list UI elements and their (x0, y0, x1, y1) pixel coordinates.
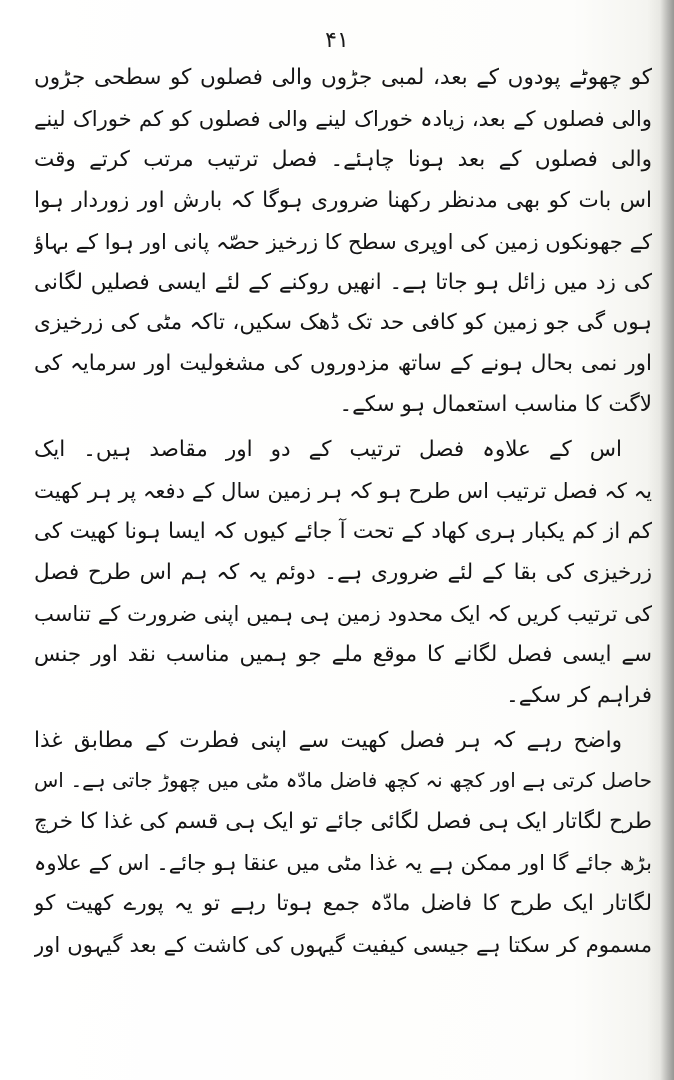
text-line: واضح رہے کہ ہر فصل کھیت سے اپنی فطرت کے مطابق غذا (34, 727, 622, 753)
text-line: کم از کم یکبار ہری کھاد کے تحت آ جائے کیوں کہ ایسا ہونا کھیت کی (34, 518, 652, 544)
text-line: اس بات کو بھی مدنظر رکھنا ضروری ہوگا کہ بارش اور زوردار ہوا (34, 187, 652, 213)
text-line: اس کے علاوہ فصل ترتیب کے دو اور مقاصد ہیں۔ ایک (34, 437, 622, 463)
text-line: کی ترتیب کریں کہ ایک محدود زمین ہی ہمیں اپنی ضرورت کے تناسب (34, 600, 652, 626)
text-line: والی فصلوں کے بعد ہونا چاہئے۔ فصل ترتیب مرتب کرتے وقت (34, 146, 652, 172)
body-text (34, 58, 652, 966)
paragraph (34, 58, 652, 426)
text-line: والی فصلوں کے بعد، زیادہ خوراک لینے والی فصلوں کو کم خوراک لینے (34, 105, 652, 131)
page-number: ۴۱ (325, 28, 349, 53)
text-line: سے ایسی فصل لگانے کا موقع ملے جو ہمیں مناسب نقد اور جنس (34, 641, 652, 667)
text-line: کے جھونکوں زمین کی اوپری سطح کا زرخیز حصّہ پانی اور ہوا کے بہاؤ (34, 228, 652, 254)
text-line: حاصل کرتی ہے اور کچھ نہ کچھ فاضل مادّہ مٹی میں چھوڑ جاتی ہے۔ اس (34, 769, 652, 793)
text-line: کی زد میں زائل ہو جاتا ہے۔ انھیں روکنے کے لئے ایسی فصلیں لگانی (34, 269, 652, 295)
text-line: یہ کہ فصل ترتیب اس طرح ہو کہ ہر زمین سال کے دفعہ پر ہر کھیت (34, 478, 652, 504)
text-line: مسموم کر سکتا ہے جیسی کیفیت گیہوں کی کاشت کے بعد گیہوں اور (34, 932, 652, 958)
text-line: ہوں گی جو زمین کو کافی حد تک ڈھک سکیں، تاکہ مٹی کی زرخیزی (34, 310, 652, 336)
text-line: بڑھ جائے گا اور ممکن ہے یہ غذا مٹی میں عنقا ہو جائے۔ اس کے علاوہ (34, 850, 652, 876)
text-line: لاگت کا مناسب استعمال ہو سکے۔ (339, 392, 652, 418)
text-line: لگاتار ایک طرح کا فاضل مادّہ جمع ہوتا رہے تو یہ پورے کھیت کو (34, 891, 652, 917)
text-line: فراہم کر سکے۔ (506, 682, 652, 708)
text-line: زرخیزی کی بقا کے لئے ضروری ہے۔ دوئم یہ کہ ہم اس طرح فصل (34, 559, 652, 585)
paragraph (34, 721, 652, 966)
paragraph (34, 430, 652, 716)
text-line: طرح لگاتار ایک ہی فصل لگائی جائے تو ایک ہی قسم کی غذا کا خرچ (34, 809, 652, 835)
page-edge-shadow (660, 0, 674, 1080)
text-line: اور نمی بحال ہونے کے ساتھ مزدوروں کی مشغولیت اور سرمایہ کی (34, 351, 652, 377)
text-line: کو چھوٹے پودوں کے بعد، لمبی جڑوں والی فصلوں کو سطحی جڑوں (34, 65, 652, 90)
